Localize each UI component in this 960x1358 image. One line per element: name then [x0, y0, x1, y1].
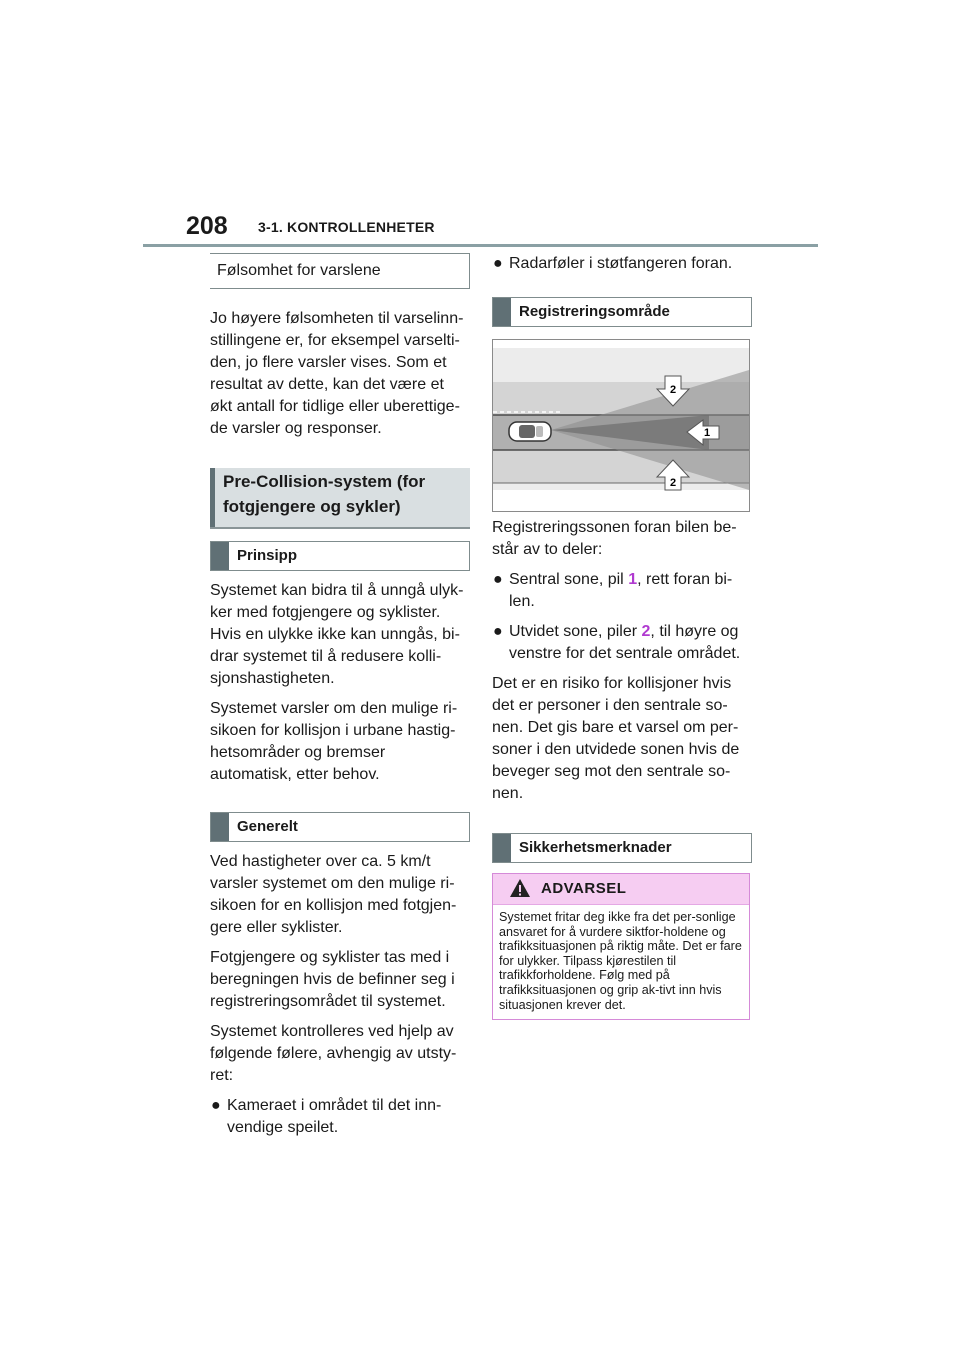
- heading-mark: [211, 813, 229, 841]
- heading-mark: [493, 834, 511, 862]
- bullet-extended-post: , til høyre og venstre for det sentrale området.: [509, 623, 741, 662]
- safety-heading-text: Sikkerhetsmerknader: [519, 839, 672, 856]
- principle-heading-text: Prinsipp: [237, 547, 298, 564]
- risk-paragraph: Det er en risiko for kollisjoner hvis det er personer i den sentrale so-nen. Det gis bare et varsel om per-soner i den utvidede sonen hvis de beveger seg mot den sentrale so-nen.: [492, 675, 740, 802]
- right-column: [492, 253, 752, 1020]
- bullet-central-post: , rett foran bi-len.: [509, 571, 733, 610]
- section-heading-text: Pre-Collision-system (for fotgjengere og sykler): [223, 472, 426, 516]
- left-column: [210, 253, 470, 1147]
- detection-zone-svg: [493, 340, 749, 511]
- principle-heading: [210, 541, 470, 571]
- warning-triangle-icon: [509, 878, 531, 898]
- general-paragraph-1: Ved hastigheter over ca. 5 km/t varsler systemet om den mulige ri-sikoen for en kollisjon med fotgjen-gere eller syklister.: [210, 853, 457, 936]
- bullet-camera: [210, 1095, 470, 1139]
- warning-box: [492, 873, 750, 1020]
- section-heading: [210, 468, 470, 529]
- arrow-ref-2: 2: [641, 623, 651, 640]
- detection-heading: [492, 297, 752, 327]
- bullet-dot-icon: ●: [211, 1097, 221, 1114]
- chapter-title: 3-1. KONTROLLENHETER: [258, 219, 435, 235]
- bullet-dot-icon: ●: [493, 571, 503, 588]
- bullet-central-zone: [492, 569, 752, 613]
- car-icon: [509, 422, 551, 441]
- general-paragraph-2: Fotgjengere og syklister tas med i beregningen hvis de befinner seg i registreringsområdet til systemet.: [210, 949, 455, 1010]
- safety-heading: [492, 833, 752, 863]
- detection-zone-diagram: [492, 339, 750, 512]
- svg-text:2: 2: [669, 384, 677, 396]
- header-divider: [143, 244, 818, 247]
- bullet-extended-zone: [492, 621, 752, 665]
- page-number: 208: [186, 212, 228, 240]
- heading-mark: [210, 468, 215, 527]
- svg-text:1: 1: [703, 427, 711, 439]
- general-paragraph-3: Systemet kontrolleres ved hjelp av følgende følere, avhengig av utsty-ret:: [210, 1023, 457, 1084]
- sensitivity-box: Følsomhet for varslene: [210, 253, 470, 289]
- sensitivity-paragraph: Jo høyere følsomheten til varselinn-stillingene er, for eksempel varselti-den, jo flere varsler vises. Som et resultat av dette, kan det være et økt antall for tidlige eller uberettige-de varsler og responser.: [210, 310, 464, 437]
- warning-title: ADVARSEL: [541, 880, 627, 897]
- bullet-dot-icon: ●: [493, 255, 503, 272]
- bullet-radar-text: Radarføler i støtfangeren foran.: [509, 255, 733, 272]
- principle-paragraph-2: Systemet varsler om den mulige ri-sikoen for kollisjon i urbane hastig-hetsområder og bremser automatisk, etter behov.: [210, 700, 458, 783]
- bullet-radar: [492, 253, 752, 275]
- warning-header: [493, 874, 749, 905]
- zone-intro-paragraph: Registreringssonen foran bilen be-står av to deler:: [492, 519, 737, 558]
- bullet-camera-text: Kameraet i området til det inn-vendige speilet.: [227, 1097, 442, 1136]
- heading-mark: [211, 542, 229, 570]
- svg-text:2: 2: [669, 477, 677, 489]
- general-heading: [210, 812, 470, 842]
- general-heading-text: Generelt: [237, 818, 298, 835]
- bullet-extended-pre: Utvidet sone, piler: [509, 623, 642, 640]
- principle-paragraph-1: Systemet kan bidra til å unngå ulyk-ker med fotgjengere og syklister. Hvis en ulykke ikke kan unngås, bi-drar systemet til å redusere kolli-sjonshastigheten.: [210, 582, 464, 687]
- warning-text: Systemet fritar deg ikke fra det per-sonlige ansvaret for å vurdere siktfor-holdene og trafikksituasjonen på riktig måte. Det er fare for ulykker. Tilpass kjørestilen til trafikkforholdene. Følg med på trafikksituasjonen og grip ak-tivt inn hvis situasjonen krever det.: [499, 910, 742, 1012]
- detection-heading-text: Registreringsområde: [519, 303, 670, 320]
- bullet-dot-icon: ●: [493, 623, 503, 640]
- heading-mark: [493, 298, 511, 326]
- bullet-central-pre: Sentral sone, pil: [509, 571, 629, 588]
- arrow-ref-1: 1: [628, 571, 638, 588]
